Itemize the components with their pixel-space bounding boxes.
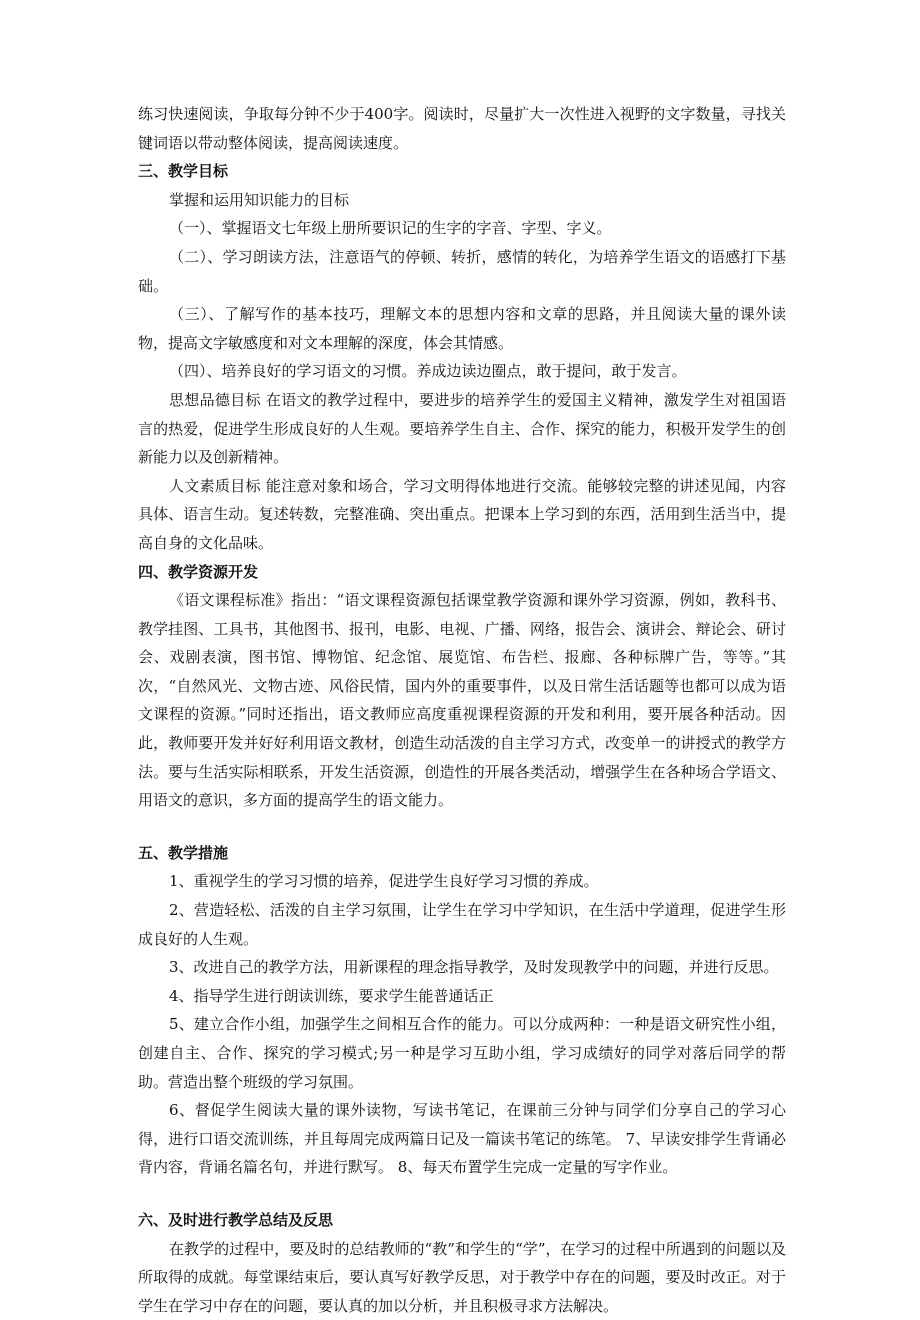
intro-paragraph: 练习快速阅读，争取每分钟不少于400字。阅读时，尽量扩大一次性进入视野的文字数量，寻找关键词语以带动整体阅读，提高阅读速度。 bbox=[138, 105, 786, 152]
paragraph: 人文素质目标 能注意对象和场合，学习文明得体地进行交流。能够较完整的讲述见闻，内容具体、语言生动。复述转数，完整准确、突出重点。把课本上学习到的东西，活用到生活当中，提高自身的文化品味。 bbox=[138, 476, 786, 552]
paragraph: （二）、学习朗读方法，注意语气的停顿、转折，感情的转化，为培养学生语文的语感打下基础。 bbox=[138, 247, 786, 295]
section-heading-goals: 三、教学目标 bbox=[138, 162, 229, 181]
section-heading-reflection: 六、及时进行教学总结及反思 bbox=[138, 1210, 334, 1229]
paragraph: 思想品德目标 在语文的教学过程中，要进步的培养学生的爱国主义精神，激发学生对祖国语言的热爱，促进学生形成良好的人生观。要培养学生自主、合作、探究的能力，积极开发学生的创新能力以及创新精神。 bbox=[138, 390, 786, 467]
section-heading-measures: 五、教学措施 bbox=[138, 843, 229, 862]
section-heading-resources: 四、教学资源开发 bbox=[138, 562, 259, 581]
list-item: 4、指导学生进行朗读训练，要求学生能普通话正 bbox=[169, 986, 494, 1005]
document-page bbox=[138, 100, 786, 1320]
list-item: 6、督促学生阅读大量的课外读物，写读书笔记，在课前三分钟与同学们分享自己的学习心得，进行口语交流训练，并且每周完成两篇日记及一篇读书笔记的练笔。 7、早读安排学生背诵必背内容，背诵名篇名句，并进行默写。 8、每天布置学生完成一定量的写字作业。 bbox=[138, 1101, 786, 1177]
list-item: 3、改进自己的教学方法，用新课程的理念指导教学，及时发现教学中的问题，并进行反思。 bbox=[169, 958, 779, 977]
paragraph: 在教学的过程中，要及时的总结教师的“教”和学生的“学”，在学习的过程中所遇到的问题以及所取得的成就。每堂课结束后，要认真写好教学反思，对于教学中存在的问题，要及时改正。对于学生在学习中存在的问题，要认真的加以分析，并且积极寻求方法解决。 bbox=[138, 1239, 786, 1315]
paragraph: （一）、掌握语文七年级上册所要识记的生字的字音、字型、字义。 bbox=[169, 219, 612, 238]
paragraph: （四）、培养良好的学习语文的习惯。养成边读边圈点，敢于提问，敢于发言。 bbox=[169, 362, 687, 381]
paragraph: 《语文课程标准》指出：“语文课程资源包括课堂教学资源和课外学习资源，例如，教科书、教学挂图、工具书，其他图书、报刊，电影、电视、广播、网络，报告会、演讲会、辩论会、研讨会、戏剧表演，图书馆、博物馆、纪念馆、展览馆、布告栏、报廊、各种标牌广告，等等。”其次，“自然风光、文物古迹、风俗民情，国内外的重要事件，以及日常生活话题等也都可以成为语文课程的资源。”同时还指出，语文教师应高度重视课程资源的开发和利用，要开展各种活动。因此，教师要开发并好好利用语文教材，创造生动活泼的自主学习方式，改变单一的讲授式的教学方法。要与生活实际相联系，开发生活资源，创造性的开展各类活动，增强学生在各种场合学语文、用语文的意识，多方面的提高学生的语文能力。 bbox=[138, 591, 786, 810]
list-item: 5、建立合作小组，加强学生之间相互合作的能力。可以分成两种：一种是语文研究性小组，创建自主、合作、探究的学习模式;另一种是学习互助小组，学习成绩好的同学对落后同学的帮助。营造出整个班级的学习氛围。 bbox=[138, 1015, 786, 1091]
list-item: 2、营造轻松、活泼的自主学习氛围，让学生在学习中学知识，在生活中学道理，促进学生形成良好的人生观。 bbox=[138, 901, 786, 948]
paragraph: 掌握和运用知识能力的目标 bbox=[169, 190, 350, 209]
paragraph: （三）、了解写作的基本技巧，理解文本的思想内容和文章的思路，并且阅读大量的课外读物，提高文字敏感度和对文本理解的深度，体会其情感。 bbox=[138, 305, 786, 352]
list-item: 1、重视学生的学习习惯的培养，促进学生良好学习习惯的养成。 bbox=[169, 872, 599, 891]
